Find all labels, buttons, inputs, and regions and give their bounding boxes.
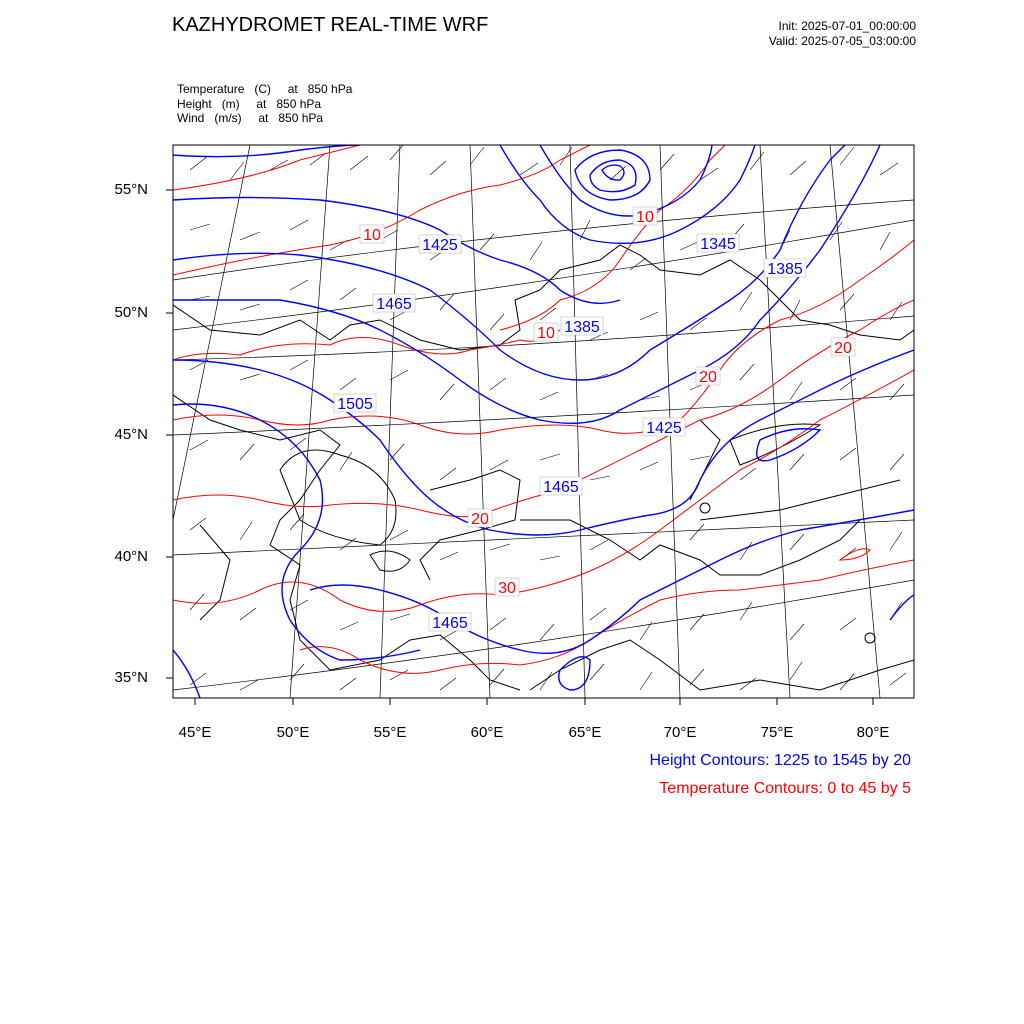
svg-text:20: 20	[699, 369, 717, 386]
map-title: KAZHYDROMET REAL-TIME WRF	[172, 14, 489, 36]
height-label	[334, 394, 376, 413]
lon-label: 65°E	[568, 724, 602, 741]
svg-text:1385: 1385	[767, 261, 803, 278]
svg-text:10: 10	[537, 325, 555, 342]
temperature-contours	[173, 145, 914, 673]
map-frame	[173, 145, 914, 698]
init-time: Init: 2025-07-01_00:00:00	[778, 19, 916, 33]
lon-label: 80°E	[856, 724, 890, 741]
field-wind: Wind (m/s) at 850 hPa	[177, 111, 324, 125]
height-label	[697, 234, 739, 253]
svg-text:1425: 1425	[422, 237, 458, 254]
height-label	[764, 259, 806, 278]
svg-text:10: 10	[363, 227, 381, 244]
height-label	[373, 294, 415, 313]
temperature-label	[696, 367, 720, 386]
lat-label: 45°N	[114, 426, 148, 443]
lat-label: 35°N	[114, 669, 148, 686]
svg-text:20: 20	[834, 340, 852, 357]
temperature-label	[360, 225, 384, 244]
height-legend: Height Contours: 1225 to 1545 by 20	[649, 752, 911, 769]
graticule	[173, 145, 914, 698]
svg-text:1465: 1465	[543, 479, 579, 496]
svg-text:1505: 1505	[337, 396, 373, 413]
wind-barbs	[190, 144, 906, 690]
height-label	[561, 317, 603, 336]
height-label	[540, 477, 582, 496]
svg-text:1465: 1465	[376, 296, 412, 313]
temperature-label	[831, 338, 855, 357]
svg-text:30: 30	[498, 580, 516, 597]
svg-text:1425: 1425	[646, 420, 682, 437]
lat-label: 50°N	[114, 304, 148, 321]
lon-label: 45°E	[178, 724, 212, 741]
temperature-label	[495, 578, 519, 597]
height-contours	[173, 145, 914, 698]
lat-label: 40°N	[114, 548, 148, 565]
svg-text:1345: 1345	[700, 236, 736, 253]
field-height: Height (m) at 850 hPa	[177, 96, 322, 111]
field-temperature: Temperature (C) at 850 hPa	[177, 82, 353, 96]
lon-label: 60°E	[470, 724, 504, 741]
lon-label: 50°E	[276, 724, 310, 741]
lat-label: 55°N	[114, 181, 148, 198]
lon-label: 75°E	[760, 724, 794, 741]
svg-text:10: 10	[636, 209, 654, 226]
lon-label: 70°E	[663, 724, 697, 741]
country-borders	[173, 245, 914, 690]
svg-text:1465: 1465	[432, 615, 468, 632]
height-label	[419, 235, 461, 254]
lon-label: 55°E	[373, 724, 407, 741]
temperature-label	[468, 509, 492, 528]
valid-time: Valid: 2025-07-05_03:00:00	[768, 34, 916, 48]
height-label	[643, 418, 685, 437]
svg-text:1385: 1385	[564, 319, 600, 336]
temperature-label	[534, 323, 558, 342]
height-label	[429, 613, 471, 632]
temperature-legend: Temperature Contours: 0 to 45 by 5	[659, 780, 911, 797]
temperature-label	[633, 207, 657, 226]
svg-text:20: 20	[471, 511, 489, 528]
